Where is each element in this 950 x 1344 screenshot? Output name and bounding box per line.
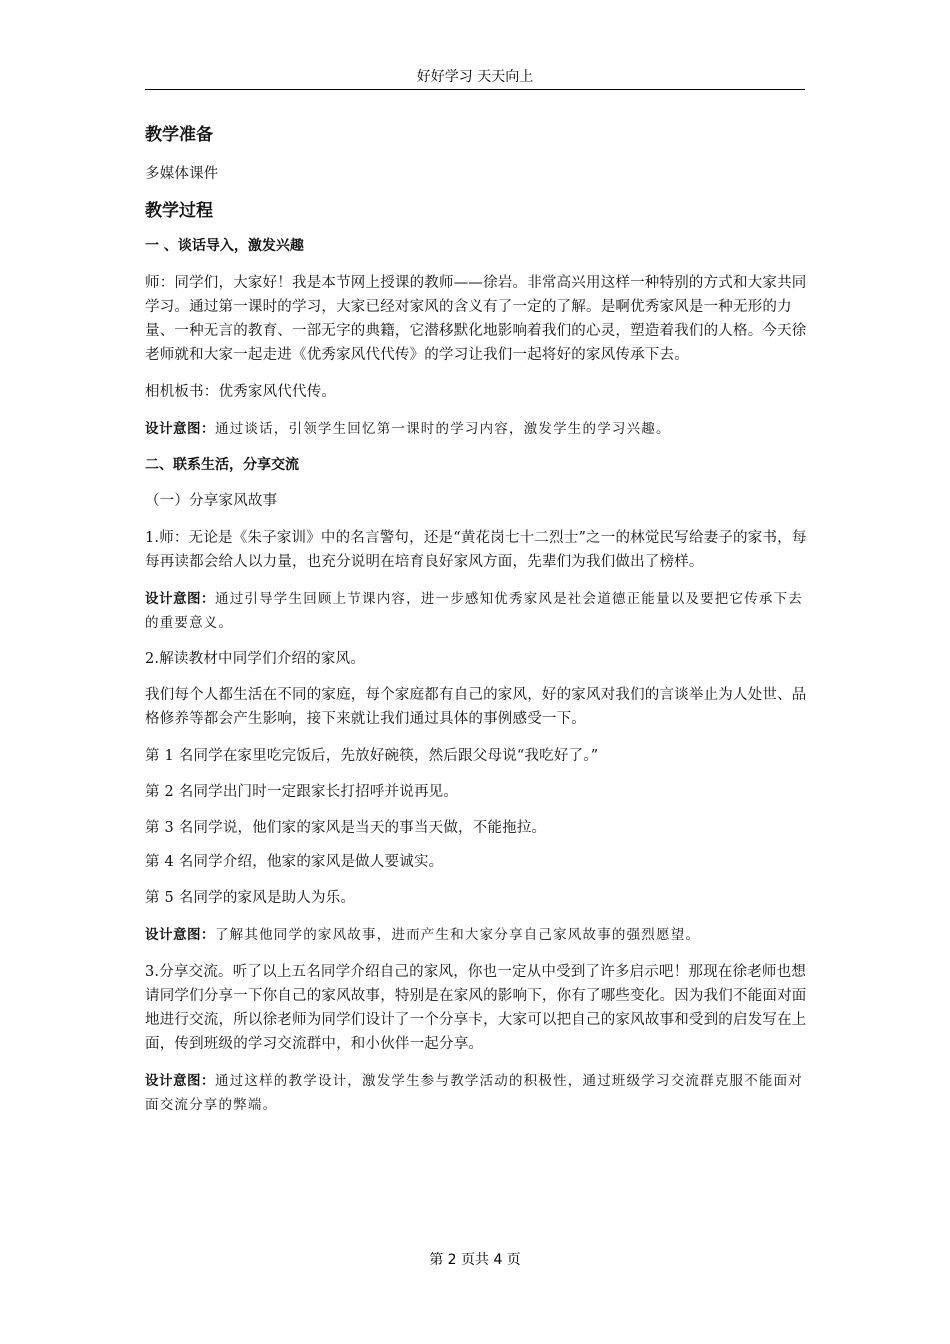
section-title-process: 教学过程 bbox=[145, 201, 213, 221]
part1-paragraph: 师：同学们，大家好！我是本节网上授课的教师——徐岩。非常高兴用这样一种特别的方式和大家共同学习。通过第一课时的学习，大家已经对家风的含义有了一定的了解。是啊优秀家风是一种无形的力量、一种无言的教育、一部无字的典籍，它潜移默化地影响着我们的心灵，塑造着我们的人格。今天徐老师就和大家一起走进《优秀家风代代传》的学习让我们一起将好的家风传承下去。 bbox=[145, 275, 807, 363]
design-intent-1 bbox=[145, 417, 807, 441]
design-intent-text: 通过这样的教学设计，激发学生参与教学活动的积极性，通过班级学习交流群克服不能面对面交流分享的弊端。 bbox=[145, 1073, 803, 1113]
design-intent-3 bbox=[145, 923, 807, 947]
part2-subheading: （一）分享家风故事 bbox=[145, 493, 278, 509]
student-2-line: 第 2 名同学出门时一定跟家长打招呼并说再见。 bbox=[145, 784, 459, 800]
preparation-text: 多媒体课件 bbox=[145, 166, 219, 182]
student-1-line: 第 1 名同学在家里吃完饭后，先放好碗筷，然后跟父母说“我吃好了。” bbox=[145, 748, 599, 764]
item-3-paragraph: 3.分享交流。听了以上五名同学介绍自己的家风，你也一定从中受到了许多启示吧！那现在徐老师也想请同学们分享一下你自己的家风故事，特别是在家风的影响下，你有了哪些变化。因为我们不能面对面地进行交流，所以徐老师为同学们设计了一个分享卡，大家可以把自己的家风故事和受到的启发写在上面，传到班级的学习交流群中，和小伙伴一起分享。 bbox=[145, 964, 807, 1052]
design-intent-2 bbox=[145, 587, 807, 635]
design-intent-label: 设计意图： bbox=[145, 591, 215, 607]
student-3-line: 第 3 名同学说，他们家的家风是当天的事当天做，不能拖拉。 bbox=[145, 820, 547, 836]
design-intent-4 bbox=[145, 1069, 807, 1117]
part1-heading: 一 、谈话导入，激发兴趣 bbox=[145, 238, 304, 254]
design-intent-text: 了解其他同学的家风故事，进而产生和大家分享自己家风故事的强烈愿望。 bbox=[215, 927, 701, 943]
design-intent-text: 通过谈话，引领学生回忆第一课时的学习内容，激发学生的学习兴趣。 bbox=[215, 421, 671, 437]
design-intent-text: 通过引导学生回顾上节课内容，进一步感知优秀家风是社会道德正能量以及要把它传承下去的重要意义。 bbox=[145, 591, 803, 631]
student-5-line: 第 5 名同学的家风是助人为乐。 bbox=[145, 890, 356, 906]
design-intent-label: 设计意图： bbox=[145, 927, 215, 943]
part1-board-note: 相机板书：优秀家风代代传。 bbox=[145, 384, 337, 400]
part2-heading: 二、联系生活，分享交流 bbox=[145, 457, 299, 473]
page-number-footer: 第 2 页共 4 页 bbox=[429, 1252, 521, 1268]
item-2-paragraph: 我们每个人都生活在不同的家庭，每个家庭都有自己的家风，好的家风对我们的言谈举止为人处世、品格修养等都会产生影响，接下来就让我们通过具体的事例感受一下。 bbox=[145, 687, 807, 727]
design-intent-label: 设计意图： bbox=[145, 421, 215, 437]
design-intent-label: 设计意图： bbox=[145, 1073, 215, 1089]
item-1-paragraph: 1.师：无论是《朱子家训》中的名言警句，还是“黄花岗七十二烈士”之一的林觉民写给妻子的家书，每每再读都会给人以力量，也充分说明在培育良好家风方面，先辈们为我们做出了榜样。 bbox=[145, 530, 807, 570]
section-title-preparation: 教学准备 bbox=[145, 125, 213, 145]
document-body bbox=[145, 122, 807, 1117]
header-divider bbox=[145, 89, 805, 90]
item-2-title: 2.解读教材中同学们介绍的家风。 bbox=[145, 651, 366, 667]
student-4-line: 第 4 名同学介绍，他家的家风是做人要诚实。 bbox=[145, 854, 444, 870]
page-header: 好好学习 天天向上 bbox=[416, 69, 534, 85]
